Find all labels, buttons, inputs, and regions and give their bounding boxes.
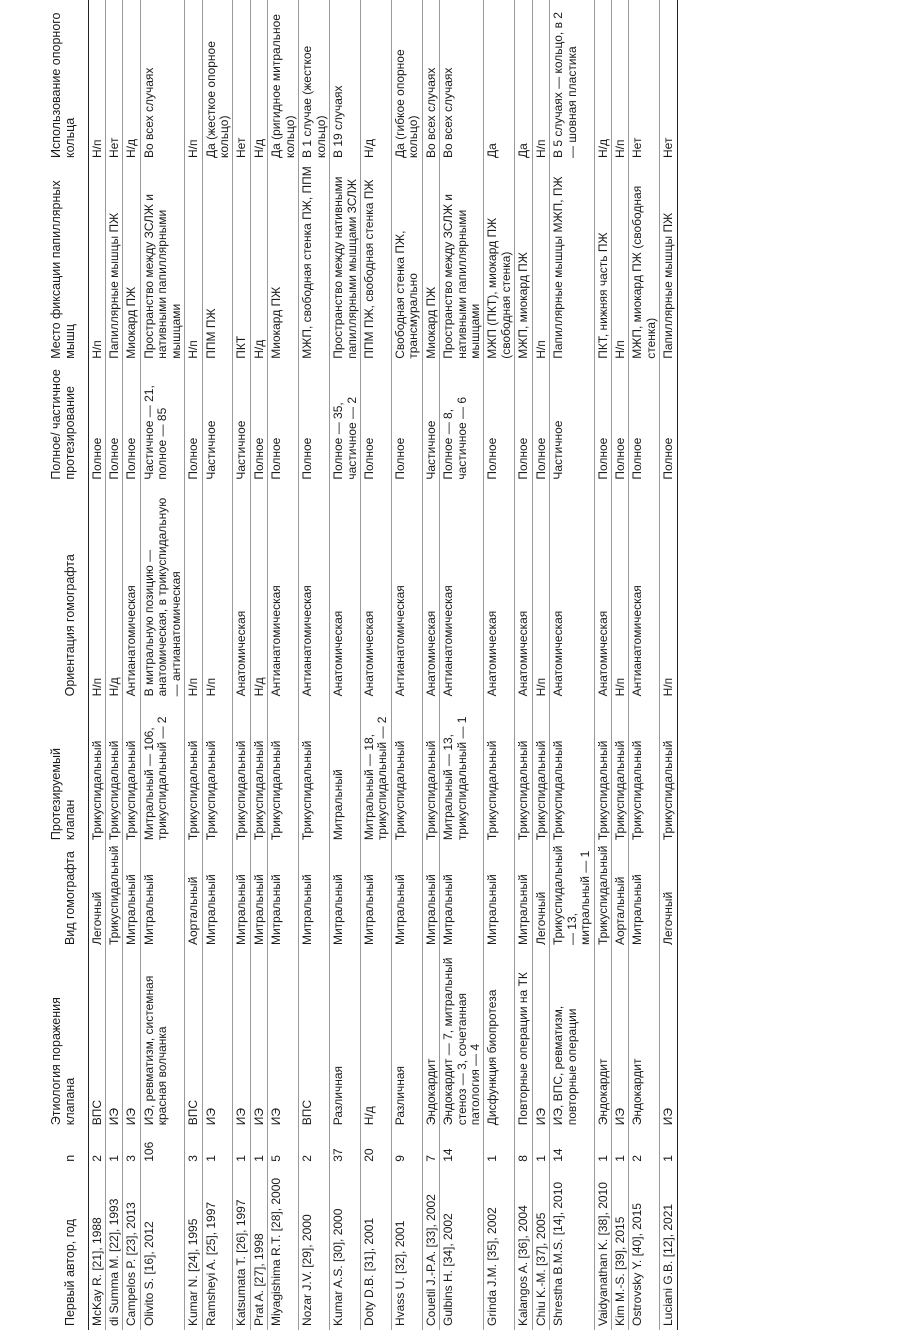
column-header: Использование опорного кольца xyxy=(0,0,88,162)
table-cell: Папиллярные мышцы ПЖ xyxy=(660,162,677,363)
table-cell: Н/п xyxy=(611,0,628,162)
table-cell: Анатомическая xyxy=(515,484,532,701)
table-cell: Трикуспидальный xyxy=(202,700,233,844)
table-cell: 2 xyxy=(299,1129,330,1166)
table-cell: Трикуспидальный xyxy=(629,700,660,844)
table-row xyxy=(268,0,299,1330)
table-cell: Н/п xyxy=(532,162,549,363)
table-cell: Luciani G.B. [12], 2021 xyxy=(660,1166,677,1330)
table-cell: Миокард ПЖ xyxy=(422,162,439,363)
table-row xyxy=(105,0,122,1330)
table-cell: Полное xyxy=(594,363,611,484)
table-cell: Анатомическая xyxy=(330,484,361,701)
table-cell: Н/д xyxy=(105,484,122,701)
table-cell: Shrestha B.M.S. [14], 2010 xyxy=(550,1166,594,1330)
table-cell: Полное xyxy=(88,363,105,484)
table-cell: Nozar J.V. [29], 2000 xyxy=(299,1166,330,1330)
table-cell: 5 xyxy=(268,1129,299,1166)
table-cell: Трикуспидальный xyxy=(422,700,439,844)
table-cell: ВПС xyxy=(299,949,330,1129)
table-cell: 106 xyxy=(140,1129,184,1166)
table-cell: Трикуспидальный xyxy=(391,700,422,844)
table-cell: Miyagishima R.T. [28], 2000 xyxy=(268,1166,299,1330)
table-cell: 37 xyxy=(330,1129,361,1166)
table-cell: Трикуспидальный xyxy=(233,700,250,844)
table-cell: Полное xyxy=(105,363,122,484)
table-cell: Нет xyxy=(233,0,250,162)
table-cell: Аортальный xyxy=(611,844,628,949)
table-cell: Ramsheyi A. [25], 1997 xyxy=(202,1166,233,1330)
table-cell: Да (жесткое опорное кольцо) xyxy=(202,0,233,162)
table-row xyxy=(611,0,628,1330)
table-row xyxy=(202,0,233,1330)
column-header: Место фиксации папиллярных мышц xyxy=(0,162,88,363)
table-cell: Полное xyxy=(484,363,515,484)
table-cell: Н/д xyxy=(360,949,391,1129)
table-cell: В митральную позицию — анатомическая, в трикуспидальную — антианатомическая xyxy=(140,484,184,701)
table-cell: Анатомическая xyxy=(550,484,594,701)
table-cell: Анатомическая xyxy=(594,484,611,701)
table-row xyxy=(515,0,532,1330)
table-cell: ИЭ xyxy=(202,949,233,1129)
table-cell: Полное xyxy=(532,363,549,484)
table-cell: 3 xyxy=(185,1129,202,1166)
table-cell: Olivito S. [16], 2012 xyxy=(140,1166,184,1330)
table-cell: Пространство между нативными папиллярными мышцами ЗСЛЖ xyxy=(330,162,361,363)
table-cell: Митральный xyxy=(330,700,361,844)
table-cell: Во всех случаях xyxy=(422,0,439,162)
table-cell: В 1 случае (жесткое кольцо) xyxy=(299,0,330,162)
table-cell: Н/п xyxy=(88,0,105,162)
table-row xyxy=(484,0,515,1330)
table-cell: Трикуспидальный xyxy=(532,700,549,844)
table-cell: Нет xyxy=(105,0,122,162)
table-cell: Митральный xyxy=(233,844,250,949)
table-row xyxy=(185,0,202,1330)
column-header: Ориентация гомографта xyxy=(0,484,88,701)
table-row xyxy=(550,0,594,1330)
table-cell: Пространство между ЗСЛЖ и нативными папиллярными мышцами xyxy=(440,162,484,363)
table-cell: Полное xyxy=(515,363,532,484)
table-cell: Трикуспидальный xyxy=(185,700,202,844)
table-cell: Н/п xyxy=(611,484,628,701)
table-cell: Chiu K.-M. [37], 2005 xyxy=(532,1166,549,1330)
table-cell: Митральный xyxy=(360,844,391,949)
table-cell: Антианатомическая xyxy=(440,484,484,701)
table-cell: Трикуспидальный xyxy=(515,700,532,844)
table-cell: ПКТ, нижняя часть ПЖ xyxy=(594,162,611,363)
column-header: Этиология поражения клапана xyxy=(0,949,88,1129)
table-cell: Анатомическая xyxy=(484,484,515,701)
table-cell: 1 xyxy=(594,1129,611,1166)
table-cell: 2 xyxy=(629,1129,660,1166)
table-row xyxy=(88,0,105,1330)
table-cell: 1 xyxy=(250,1129,267,1166)
table-cell: Различная xyxy=(330,949,361,1129)
table-cell: Kalangos A. [36], 2004 xyxy=(515,1166,532,1330)
table-cell: Трикуспидальный xyxy=(105,844,122,949)
table-row xyxy=(391,0,422,1330)
table-cell: Митральный — 13, трикуспидальный — 1 xyxy=(440,700,484,844)
table-cell: Эндокардит xyxy=(594,949,611,1129)
table-cell: Н/д xyxy=(250,0,267,162)
table-cell: ППМ ПЖ xyxy=(202,162,233,363)
table-row xyxy=(330,0,361,1330)
table-cell: Частичное — 21, полное — 85 xyxy=(140,363,184,484)
table-cell: Эндокардит — 7, митральный стеноз — 3, сочетанная патология — 4 xyxy=(440,949,484,1129)
table-cell: Митральный xyxy=(299,844,330,949)
table-cell: Легочный xyxy=(660,844,677,949)
table-cell: Н/п xyxy=(532,0,549,162)
table-cell: Ostrovsky Y. [40], 2015 xyxy=(629,1166,660,1330)
table-cell: Папиллярные мышцы ПЖ xyxy=(105,162,122,363)
table-cell: 8 xyxy=(515,1129,532,1166)
table-cell: Антианатомическая xyxy=(391,484,422,701)
table-cell: В 19 случаях xyxy=(330,0,361,162)
table-cell: Нет xyxy=(660,0,677,162)
table-cell: ИЭ, ревматизм, системная красная волчанка xyxy=(140,949,184,1129)
table-cell: Митральный xyxy=(202,844,233,949)
table-cell: Kumar A.S. [30], 2000 xyxy=(330,1166,361,1330)
table-cell: Полное xyxy=(611,363,628,484)
table-cell: Митральный xyxy=(268,844,299,949)
table-cell: Анатомическая xyxy=(360,484,391,701)
table-cell: Митральный xyxy=(629,844,660,949)
table-row xyxy=(360,0,391,1330)
table-cell: Полное xyxy=(629,363,660,484)
table-cell: ИЭ xyxy=(250,949,267,1129)
column-header: Первый автор, год xyxy=(0,1166,88,1330)
table-cell: Трикуспидальный xyxy=(88,700,105,844)
table-cell: Да (ригидное митральное кольцо) xyxy=(268,0,299,162)
table-cell: Анатомическая xyxy=(233,484,250,701)
table-cell: Митральный xyxy=(250,844,267,949)
table-cell: МЖП, миокард ПЖ xyxy=(515,162,532,363)
table-cell: Полное xyxy=(185,363,202,484)
table-cell: ИЭ xyxy=(532,949,549,1129)
table-cell: 20 xyxy=(360,1129,391,1166)
column-header: n xyxy=(0,1129,88,1166)
table-cell: Трикуспидальный xyxy=(268,700,299,844)
table-cell: di Summa M. [22], 1993 xyxy=(105,1166,122,1330)
table-cell: Легочный xyxy=(88,844,105,949)
table-cell: Миокард ПЖ xyxy=(123,162,140,363)
table-cell: Да xyxy=(484,0,515,162)
table-cell: Н/п xyxy=(88,484,105,701)
table-body xyxy=(88,0,677,1330)
table-cell: Н/п xyxy=(185,484,202,701)
table-cell: Трикуспидальный xyxy=(594,700,611,844)
table-cell: ИЭ xyxy=(233,949,250,1129)
table-cell: 1 xyxy=(611,1129,628,1166)
table-cell: Миокард ПЖ xyxy=(268,162,299,363)
table-cell: Митральный — 18, трикуспидальный — 2 xyxy=(360,700,391,844)
table-cell: Doty D.B. [31], 2001 xyxy=(360,1166,391,1330)
table-cell: Антианатомическая xyxy=(629,484,660,701)
table-cell: Различная xyxy=(391,949,422,1129)
table-cell: ИЭ xyxy=(611,949,628,1129)
table-cell: Katsumata T. [26], 1997 xyxy=(233,1166,250,1330)
table-cell: Дисфункция биопротеза xyxy=(484,949,515,1129)
table-cell: Couetil J.-P.A. [33], 2002 xyxy=(422,1166,439,1330)
table-cell: Hvass U. [32], 2001 xyxy=(391,1166,422,1330)
table-row xyxy=(233,0,250,1330)
table-cell: Трикуспидальный xyxy=(660,700,677,844)
table-cell: Полное xyxy=(268,363,299,484)
table-cell: 2 xyxy=(88,1129,105,1166)
table-row xyxy=(440,0,484,1330)
table-cell: Полное xyxy=(123,363,140,484)
table-cell: 9 xyxy=(391,1129,422,1166)
table-cell: Повторные операции на ТК xyxy=(515,949,532,1129)
table-cell: Н/п xyxy=(611,162,628,363)
table-cell: Митральный — 106, трикуспидальный — 2 xyxy=(140,700,184,844)
table-cell: Во всех случаях xyxy=(140,0,184,162)
table-cell: 1 xyxy=(532,1129,549,1166)
table-cell: МЖП, миокард ПЖ (свободная стенка) xyxy=(629,162,660,363)
table-cell: Митральный xyxy=(440,844,484,949)
table-cell: Prat A. [27], 1998 xyxy=(250,1166,267,1330)
table-cell: ППМ ПЖ, свободная стенка ПЖ xyxy=(360,162,391,363)
table-cell: Частичное xyxy=(202,363,233,484)
table-cell: Н/п xyxy=(88,162,105,363)
table-cell: Н/п xyxy=(185,162,202,363)
table-cell: Митральный xyxy=(391,844,422,949)
table-cell: Gulbins H. [34], 2002 xyxy=(440,1166,484,1330)
table-cell: ПКТ xyxy=(233,162,250,363)
table-cell: Kumar N. [24], 1995 xyxy=(185,1166,202,1330)
table-cell: Трикуспидальный xyxy=(250,700,267,844)
table-cell: 1 xyxy=(233,1129,250,1166)
table-cell: Н/п xyxy=(532,484,549,701)
table-cell: Легочный xyxy=(532,844,549,949)
table-row xyxy=(660,0,677,1330)
table-cell: Трикуспидальный xyxy=(105,700,122,844)
table-cell: Н/д xyxy=(594,0,611,162)
table-cell: Эндокардит xyxy=(422,949,439,1129)
table-cell: Трикуспидальный xyxy=(484,700,515,844)
table-cell: Трикуспидальный xyxy=(594,844,611,949)
table-cell: Campelos P. [23], 2013 xyxy=(123,1166,140,1330)
table-cell: Эндокардит xyxy=(629,949,660,1129)
table-cell: Vaidyanathan K. [38], 2010 xyxy=(594,1166,611,1330)
table-row xyxy=(123,0,140,1330)
table-cell: Полное — 8, частичное — 6 xyxy=(440,363,484,484)
table-cell: Полное xyxy=(660,363,677,484)
table-cell: Полное xyxy=(250,363,267,484)
table-cell: Трикуспидальный — 13, митральный — 1 xyxy=(550,844,594,949)
table-cell: Свободная стенка ПЖ, трансмурально xyxy=(391,162,422,363)
table-cell: 3 xyxy=(123,1129,140,1166)
table-cell: Трикуспидальный xyxy=(123,700,140,844)
table-cell: Н/п xyxy=(660,484,677,701)
table-cell: Митральный xyxy=(140,844,184,949)
table-cell: Н/д xyxy=(250,162,267,363)
table-cell: Папиллярные мышцы МЖП, ПЖ xyxy=(550,162,594,363)
table-cell: ИЭ xyxy=(105,949,122,1129)
table-cell: 1 xyxy=(105,1129,122,1166)
table-cell: Митральный xyxy=(484,844,515,949)
table-cell: Полное xyxy=(299,363,330,484)
table-row xyxy=(299,0,330,1330)
header-row xyxy=(0,0,88,1330)
table-cell: Трикуспидальный xyxy=(550,700,594,844)
table-cell: Полное xyxy=(391,363,422,484)
column-header: Протезируемый клапан xyxy=(0,700,88,844)
table-cell: Частичное xyxy=(550,363,594,484)
table-cell: МЖП (ПКТ), миокард ПЖ (свободная стенка) xyxy=(484,162,515,363)
table-cell: В 5 случаях — кольцо, в 2 — шовная пластика xyxy=(550,0,594,162)
table-cell: Митральный xyxy=(123,844,140,949)
table-cell: 1 xyxy=(202,1129,233,1166)
table-header xyxy=(0,0,88,1330)
table-cell: Н/д xyxy=(123,0,140,162)
table-cell: Да (гибкое опорное кольцо) xyxy=(391,0,422,162)
table-cell: Частичное xyxy=(422,363,439,484)
column-header: Вид гомографта xyxy=(0,844,88,949)
table-cell: Нет xyxy=(629,0,660,162)
table-cell: Митральный xyxy=(330,844,361,949)
table-cell: Н/д xyxy=(360,0,391,162)
table-row xyxy=(250,0,267,1330)
table-cell: Антианатомическая xyxy=(123,484,140,701)
table-cell: Антианатомическая xyxy=(268,484,299,701)
table-cell: Во всех случаях xyxy=(440,0,484,162)
table-cell: ИЭ xyxy=(660,949,677,1129)
table-cell: ИЭ, ВПС, ревматизм, повторные операции xyxy=(550,949,594,1129)
table-cell: 1 xyxy=(660,1129,677,1166)
table-cell: Полное — 35, частичное — 2 xyxy=(330,363,361,484)
table-row xyxy=(629,0,660,1330)
table-cell: ВПС xyxy=(88,949,105,1129)
table-row xyxy=(422,0,439,1330)
table-cell: Антианатомическая xyxy=(299,484,330,701)
table-cell: Н/п xyxy=(202,484,233,701)
table-cell: Трикуспидальный xyxy=(299,700,330,844)
table-cell: ИЭ xyxy=(123,949,140,1129)
table-cell: Kim M.-S. [39], 2015 xyxy=(611,1166,628,1330)
table-row xyxy=(140,0,184,1330)
table-cell: Пространство между ЗСЛЖ и нативными папиллярными мышцами xyxy=(140,162,184,363)
table-cell: Н/п xyxy=(185,0,202,162)
table-cell: Н/д xyxy=(250,484,267,701)
table-cell: 14 xyxy=(440,1129,484,1166)
table-cell: Да xyxy=(515,0,532,162)
table-cell: Митральный xyxy=(515,844,532,949)
table-cell: 1 xyxy=(484,1129,515,1166)
table-row xyxy=(532,0,549,1330)
table-cell: 14 xyxy=(550,1129,594,1166)
table-cell: ВПС xyxy=(185,949,202,1129)
table-cell: Полное xyxy=(360,363,391,484)
table-cell: McKay R. [21], 1988 xyxy=(88,1166,105,1330)
table-cell: Митральный xyxy=(422,844,439,949)
table-cell: МЖП, свободная стенка ПЖ, ППМ xyxy=(299,162,330,363)
table-cell: Аортальный xyxy=(185,844,202,949)
table-cell: Grinda J.M. [35], 2002 xyxy=(484,1166,515,1330)
table-cell: Трикуспидальный xyxy=(611,700,628,844)
column-header: Полное/ частичное протезирование xyxy=(0,363,88,484)
table-cell: ИЭ xyxy=(268,949,299,1129)
table-cell: Анатомическая xyxy=(422,484,439,701)
table-cell: 7 xyxy=(422,1129,439,1166)
table-cell: Частичное xyxy=(233,363,250,484)
table-row xyxy=(594,0,611,1330)
